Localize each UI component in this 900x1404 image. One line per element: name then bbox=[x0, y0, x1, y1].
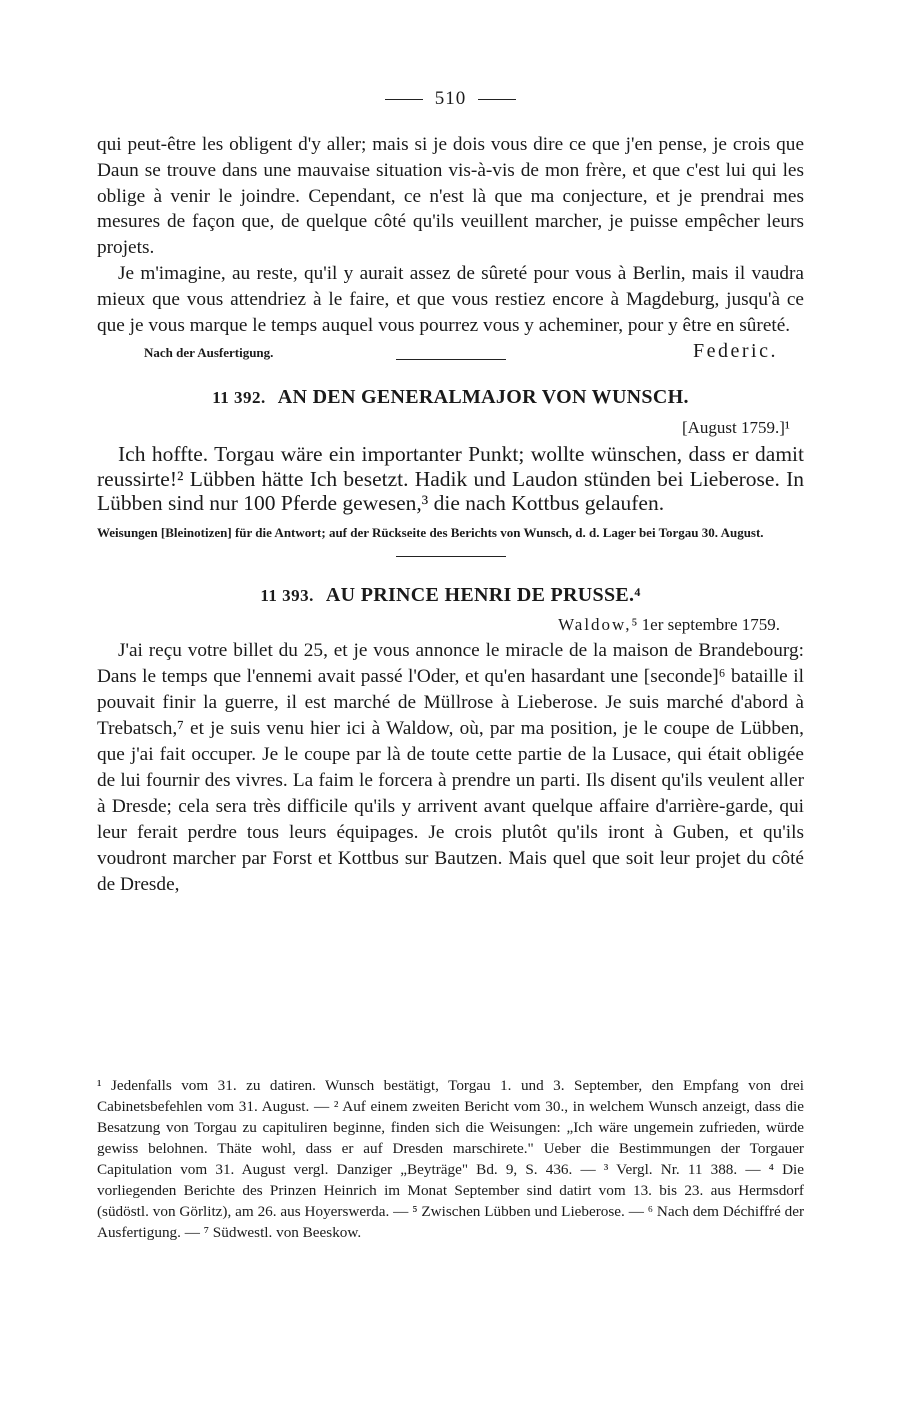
signature: Federic. bbox=[693, 340, 778, 363]
instruction-note: Weisungen [Bleinotizen] für die Antwort; auf der Rückseite des Berichts von Wunsch, d. d. Lager bei Torgau 30. August. bbox=[97, 524, 764, 540]
previous-letter-paragraph-2: Je m'imagine, au reste, qu'il y aurait assez de sûreté pour vous à Berlin, mais il vaudra mieux que vous attendriez à le faire, et que vous restiez encore à Magdeburg, jusqu'à ce que je vous marque le temps auquel vous pourrez vous y acheminer, pour y être en sûreté. bbox=[97, 262, 804, 336]
section-divider bbox=[396, 556, 506, 557]
page-number-text: 510 bbox=[434, 88, 467, 109]
letter-place-note: ⁵ bbox=[631, 614, 638, 634]
document-page bbox=[97, 88, 804, 898]
letter-title: AN DEN GENERALMAJOR VON WUNSCH. bbox=[277, 386, 689, 409]
page-number-dash-left bbox=[385, 99, 423, 100]
footnotes-text: ¹ Jedenfalls vom 31. zu datiren. Wunsch bestätigt, Torgau 1. und 3. September, den Empfang von drei Cabinetsbefehlen vom 31. August. — ² Auf einem zweiten Bericht vom 30., in welchem Wunsch anzeigt, dass die Besatzung von Torgau zu capituliren beginne, finden sich die Weisungen: „Ich wäre ungemein zufrieden, würde gewiss belohnen. Thäte wohl, dass er auf Dresden marschirete." Ueber die Bestimmungen der Torgauer Capitulation vom 31. August vergl. Danziger „Beyträge" Bd. 9, S. 436. — ³ Vergl. Nr. 11 388. — ⁴ Die vorliegenden Berichte des Prinzen Heinrich im Monat September sind datirt vom 13. bis 23. aus Hermsdorf (südöstl. von Görlitz), am 26. aus Hoyerswerda. — ⁵ Zwischen Lübben und Lieberose. — ⁶ Nach dem Déchiffré der Ausfertigung. — ⁷ Südwestl. von Beeskow. bbox=[97, 1077, 804, 1241]
previous-letter-paragraph-1: qui peut-être les obligent d'y aller; mais si je dois vous dire ce que j'en pense, je crois que Daun se trouve dans une mauvaise situation vis-à-vis de mon frère, et que c'est lui qui les oblige à venir le joindre. Cependant, ce n'est là que ma conjecture, et je prendrai mes mesures de façon que, de quelque côté qu'ils veuillent marcher, je puisse empêcher leurs projets. bbox=[97, 134, 804, 259]
letter-number: 11 392. bbox=[212, 388, 266, 408]
footnotes bbox=[97, 1075, 804, 1243]
letter-body-11393: J'ai reçu votre billet du 25, et je vous annonce le miracle de la maison de Brandebourg: Dans le temps que l'ennemi avait passé l'Oder, et qu'en hasardant une [seconde]⁶ bataille il pouvait finir la guerre, il est marché de Müllrose à Lieberose. Je suis marché d'abord à Trebatsch,⁷ et je suis venu hier ici à Waldow, où, par ma position, je le coupe de Lübben, que j'ai fait occuper. Je le coupe par là de toute cette partie de la Lusace, qui était obligée de lui fournir des vivres. La faim le forcera à prendre un parti. Ils disent qu'ils veulent aller à Dresde; cela sera très difficile qu'ils y arrivent avant quelque affaire d'arrière-garde, qui leur ferait perdre tous leurs équipages. Je crois plutôt qu'ils iront à Guben, et qu'ils voudront marcher par Forst et Kottbus sur Bautzen. Mais quel que soit leur projet du côté de Dresde, bbox=[97, 639, 804, 895]
letter-date: [August 1759.]¹ bbox=[681, 418, 790, 438]
letter-date-line bbox=[97, 615, 780, 635]
letter-number: 11 393. bbox=[260, 585, 314, 605]
letter-body-11392: Ich hoffte. Torgau wäre ein importanter Punkt; wollte wünschen, dass er damit reussirte!² Lübben hätte Ich besetzt. Hadik und Laudon stünden bei Lieberose. In Lübben sind nur 100 Pferde gewesen,³ die nach Kottbus gelaufen. bbox=[97, 442, 804, 516]
page-number bbox=[97, 88, 804, 110]
section-divider bbox=[396, 359, 506, 360]
page-number-dash-right bbox=[478, 99, 516, 100]
source-note: Nach der Ausfertigung. bbox=[144, 345, 274, 361]
letter-place: Waldow, bbox=[558, 614, 632, 634]
letter-heading-11393 bbox=[97, 584, 804, 607]
letter-date: 1er septembre 1759. bbox=[641, 614, 780, 634]
letter-title: AU PRINCE HENRI DE PRUSSE.⁴ bbox=[325, 583, 641, 606]
letter-heading-11392 bbox=[97, 386, 804, 409]
